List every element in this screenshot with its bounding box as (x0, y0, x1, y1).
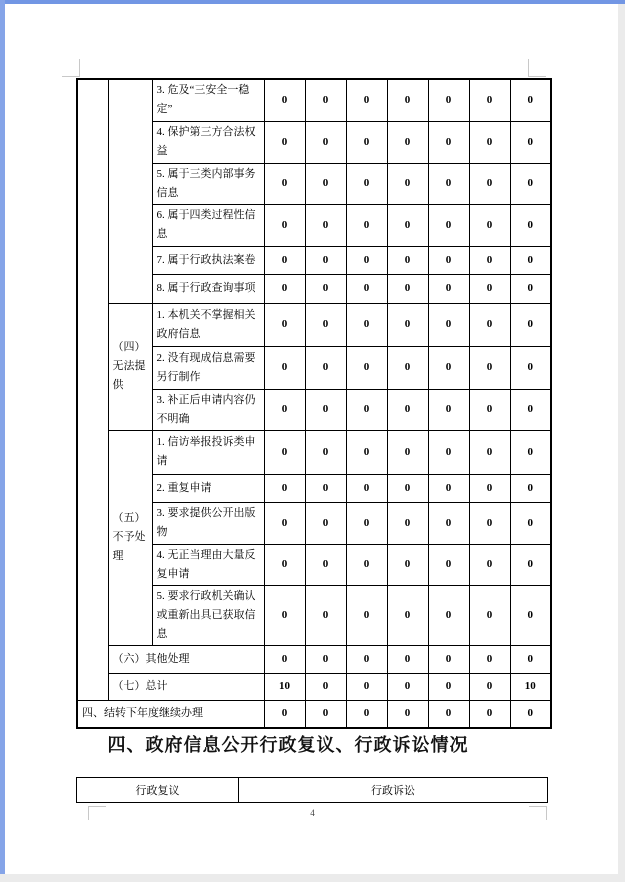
value-cell: 0 (428, 274, 469, 303)
value-cell: 0 (305, 700, 346, 728)
value-cell: 0 (428, 673, 469, 700)
value-cell: 0 (387, 700, 428, 728)
header-administrative-review: 行政复议 (77, 778, 239, 803)
item-label: 1. 本机关不掌握相关政府信息 (152, 303, 264, 346)
item-label: 3. 要求提供公开出版物 (152, 502, 264, 544)
value-cell: 0 (510, 204, 551, 246)
table-header-row (77, 778, 548, 803)
value-cell: 0 (510, 346, 551, 389)
value-cell: 0 (510, 585, 551, 645)
value-cell: 0 (428, 163, 469, 204)
item-label: 8. 属于行政查询事项 (152, 274, 264, 303)
value-cell: 0 (346, 585, 387, 645)
value-cell: 0 (469, 474, 510, 502)
value-cell: 0 (510, 389, 551, 430)
value-cell: 0 (428, 474, 469, 502)
value-cell: 0 (305, 502, 346, 544)
value-cell: 0 (428, 121, 469, 163)
value-cell: 0 (387, 163, 428, 204)
value-cell: 0 (346, 673, 387, 700)
value-cell: 0 (387, 502, 428, 544)
value-cell: 0 (387, 204, 428, 246)
value-cell: 0 (428, 303, 469, 346)
value-cell: 0 (469, 430, 510, 474)
value-cell: 0 (510, 274, 551, 303)
value-cell: 0 (264, 303, 305, 346)
page-right-gutter (618, 4, 625, 882)
value-cell: 0 (510, 645, 551, 673)
review-litigation-table (76, 777, 548, 803)
item-label: 5. 要求行政机关确认或重新出具已获取信息 (152, 585, 264, 645)
value-cell: 0 (305, 544, 346, 585)
value-cell: 0 (428, 700, 469, 728)
item-label: 7. 属于行政执法案卷 (152, 246, 264, 274)
value-cell: 0 (510, 430, 551, 474)
value-cell: 0 (428, 204, 469, 246)
value-cell: 0 (510, 163, 551, 204)
value-cell: 0 (510, 246, 551, 274)
value-cell: 0 (387, 303, 428, 346)
item-label: 2. 重复申请 (152, 474, 264, 502)
value-cell: 0 (264, 246, 305, 274)
value-cell: 0 (469, 700, 510, 728)
value-cell: 0 (346, 474, 387, 502)
section-heading: 四、政府信息公开行政复议、行政诉讼情况 (107, 735, 469, 755)
value-cell: 0 (387, 121, 428, 163)
value-cell: 0 (264, 121, 305, 163)
merged-continuation-cell-outer (77, 79, 108, 700)
value-cell: 0 (264, 346, 305, 389)
value-cell: 0 (469, 246, 510, 274)
value-cell: 0 (428, 585, 469, 645)
value-cell: 0 (264, 544, 305, 585)
value-cell: 0 (305, 585, 346, 645)
table-row (77, 645, 551, 673)
window-left-edge (0, 0, 5, 882)
value-cell: 0 (305, 274, 346, 303)
disclosure-results-table (76, 78, 552, 729)
value-cell: 0 (469, 673, 510, 700)
value-cell: 0 (264, 430, 305, 474)
value-cell: 0 (469, 79, 510, 121)
value-cell: 0 (387, 645, 428, 673)
value-cell: 0 (387, 673, 428, 700)
value-cell: 0 (469, 346, 510, 389)
value-cell: 0 (510, 502, 551, 544)
value-cell: 0 (387, 430, 428, 474)
value-cell: 0 (346, 163, 387, 204)
value-cell: 0 (305, 389, 346, 430)
value-cell: 0 (264, 204, 305, 246)
table-row (77, 700, 551, 728)
value-cell: 10 (264, 673, 305, 700)
value-cell: 0 (510, 79, 551, 121)
value-cell: 0 (428, 389, 469, 430)
value-cell: 0 (428, 430, 469, 474)
value-cell: 0 (510, 700, 551, 728)
value-cell: 0 (469, 303, 510, 346)
value-cell: 0 (346, 389, 387, 430)
value-cell: 0 (264, 700, 305, 728)
value-cell: 0 (387, 79, 428, 121)
item-label: 5. 属于三类内部事务信息 (152, 163, 264, 204)
value-cell: 0 (469, 274, 510, 303)
value-cell: 10 (510, 673, 551, 700)
value-cell: 0 (346, 79, 387, 121)
value-cell: 0 (428, 346, 469, 389)
group-label-not-processed: （五）不予处理 (108, 430, 152, 645)
value-cell: 0 (469, 585, 510, 645)
value-cell: 0 (387, 474, 428, 502)
value-cell: 0 (264, 645, 305, 673)
value-cell: 0 (346, 700, 387, 728)
value-cell: 0 (469, 204, 510, 246)
value-cell: 0 (264, 274, 305, 303)
value-cell: 0 (264, 502, 305, 544)
table-row (77, 79, 551, 121)
value-cell: 0 (305, 246, 346, 274)
value-cell: 0 (428, 246, 469, 274)
value-cell: 0 (387, 346, 428, 389)
value-cell: 0 (305, 474, 346, 502)
value-cell: 0 (305, 645, 346, 673)
value-cell: 0 (346, 303, 387, 346)
value-cell: 0 (346, 204, 387, 246)
carryover-label: 四、结转下年度继续办理 (77, 700, 264, 728)
value-cell: 0 (510, 544, 551, 585)
value-cell: 0 (264, 389, 305, 430)
item-label: 6. 属于四类过程性信息 (152, 204, 264, 246)
table-row (77, 303, 551, 346)
merged-continuation-cell-group (108, 79, 152, 303)
value-cell: 0 (469, 645, 510, 673)
item-label: 1. 信访举报投诉类申请 (152, 430, 264, 474)
value-cell: 0 (428, 645, 469, 673)
value-cell: 0 (428, 502, 469, 544)
value-cell: 0 (469, 544, 510, 585)
value-cell: 0 (346, 121, 387, 163)
value-cell: 0 (346, 502, 387, 544)
page-bottom-gutter (0, 874, 625, 882)
item-label: 3. 补正后申请内容仍不明确 (152, 389, 264, 430)
value-cell: 0 (264, 163, 305, 204)
item-label: 3. 危及“三安全一稳定” (152, 79, 264, 121)
summary-label-other-processing: （六）其他处理 (108, 645, 264, 673)
item-label: 2. 没有现成信息需要另行制作 (152, 346, 264, 389)
value-cell: 0 (264, 474, 305, 502)
value-cell: 0 (387, 585, 428, 645)
value-cell: 0 (305, 121, 346, 163)
value-cell: 0 (510, 474, 551, 502)
value-cell: 0 (264, 79, 305, 121)
value-cell: 0 (305, 163, 346, 204)
header-administrative-litigation: 行政诉讼 (239, 778, 548, 803)
value-cell: 0 (305, 204, 346, 246)
item-label: 4. 无正当理由大量反复申请 (152, 544, 264, 585)
value-cell: 0 (428, 544, 469, 585)
value-cell: 0 (387, 389, 428, 430)
value-cell: 0 (469, 389, 510, 430)
margin-mark-top-right (528, 59, 546, 77)
margin-mark-top-left (62, 59, 80, 77)
value-cell: 0 (469, 163, 510, 204)
page-number: 4 (310, 808, 315, 818)
value-cell: 0 (305, 673, 346, 700)
value-cell: 0 (305, 303, 346, 346)
value-cell: 0 (305, 79, 346, 121)
value-cell: 0 (346, 645, 387, 673)
value-cell: 0 (305, 430, 346, 474)
group-label-unable-to-provide: （四）无法提供 (108, 303, 152, 430)
value-cell: 0 (387, 246, 428, 274)
value-cell: 0 (346, 430, 387, 474)
value-cell: 0 (346, 274, 387, 303)
item-label: 4. 保护第三方合法权益 (152, 121, 264, 163)
value-cell: 0 (510, 121, 551, 163)
value-cell: 0 (510, 303, 551, 346)
table-row (77, 430, 551, 474)
window-top-edge (0, 0, 625, 4)
value-cell: 0 (428, 79, 469, 121)
value-cell: 0 (305, 346, 346, 389)
value-cell: 0 (346, 544, 387, 585)
value-cell: 0 (346, 246, 387, 274)
table-row (77, 673, 551, 700)
value-cell: 0 (387, 274, 428, 303)
value-cell: 0 (346, 346, 387, 389)
value-cell: 0 (264, 585, 305, 645)
summary-label-total: （七）总计 (108, 673, 264, 700)
value-cell: 0 (469, 121, 510, 163)
value-cell: 0 (387, 544, 428, 585)
value-cell: 0 (469, 502, 510, 544)
